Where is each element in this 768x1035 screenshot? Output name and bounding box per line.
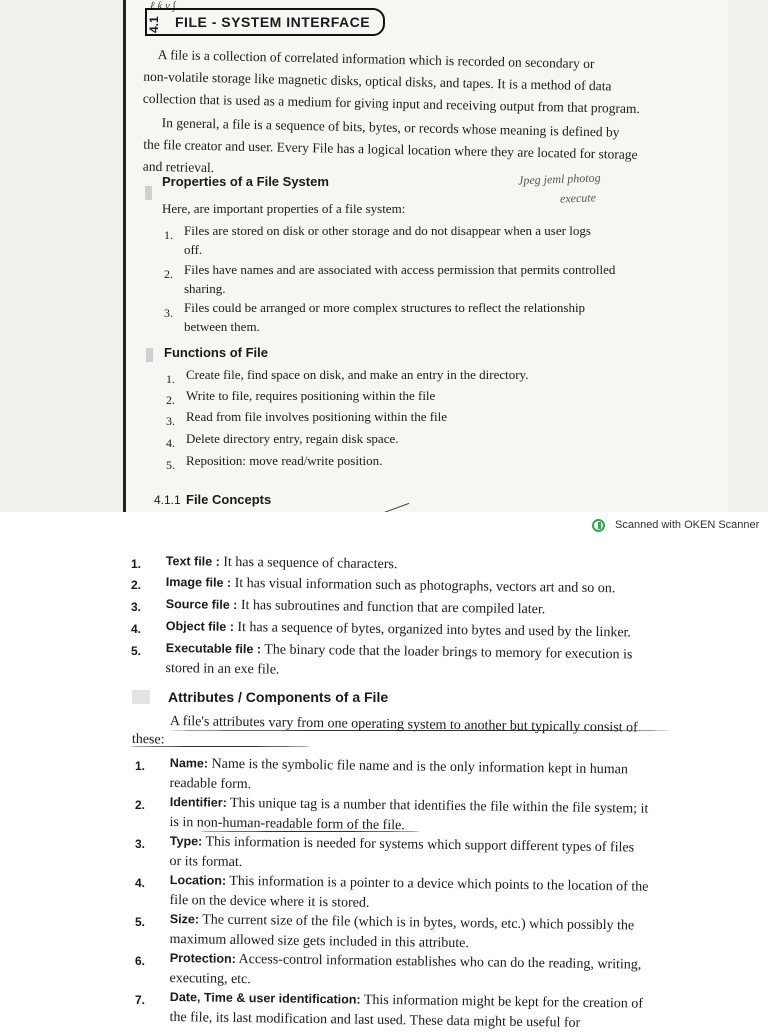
list-item: Read from file involves positioning within the file bbox=[186, 409, 448, 424]
list-text: This information is needed for systems which support different types of files bbox=[205, 834, 635, 856]
section-title: FILE - SYSTEM INTERFACE bbox=[175, 14, 371, 30]
list-item-line: off. bbox=[184, 242, 203, 257]
handwritten-note: Jpeg jeml photog bbox=[517, 170, 601, 188]
margin-scribble: ℓ ƙ v ∫ bbox=[150, 0, 176, 12]
list-text: Access-control information establishes who can do the reading, writing, bbox=[238, 951, 642, 973]
properties-heading: Properties of a File System bbox=[162, 174, 329, 189]
list-number: 3. bbox=[135, 837, 146, 851]
list-text: readable form. bbox=[169, 775, 252, 793]
list-item-line: sharing. bbox=[184, 281, 226, 296]
intro-line: A file is a collection of correlated information which is recorded on secondary or bbox=[157, 46, 595, 72]
list-item bbox=[184, 260, 615, 298]
list-term: Type: bbox=[169, 833, 203, 849]
scanner-watermark: Scanned with OKEN Scanner bbox=[615, 519, 760, 531]
list-text: It has a sequence of bytes, organized into bytes and used by the linker. bbox=[237, 619, 632, 641]
list-number: 1. bbox=[164, 228, 173, 242]
list-text: The binary code that the loader brings to memory for execution is bbox=[264, 642, 633, 663]
list-text: It has visual information such as photographs, vectors art and so on. bbox=[234, 575, 616, 597]
subsection-number: 4.1.1 bbox=[154, 493, 181, 507]
list-number: 3. bbox=[166, 414, 175, 428]
list-term: Name: bbox=[169, 755, 209, 771]
list-item-line: Files could be arranged or more complex structures to reflect the relationship bbox=[184, 300, 586, 315]
list-item: Delete directory entry, regain disk space. bbox=[186, 431, 399, 446]
list-term: Image file : bbox=[165, 574, 232, 590]
list-term: Executable file : bbox=[165, 640, 262, 657]
properties-intro: Here, are important properties of a file system: bbox=[162, 201, 406, 216]
list-text: This information is a pointer to a device which points to the location of the bbox=[229, 873, 649, 895]
list-term: Object file : bbox=[165, 618, 235, 634]
list-number: 3. bbox=[131, 600, 142, 614]
list-term: Date, Time & user identification: bbox=[169, 989, 361, 1007]
intro-line: collection that is used as a medium for giving input and receiving output from that program. bbox=[142, 90, 641, 117]
list-text: maximum allowed size gets included in this attribute. bbox=[169, 931, 470, 952]
list-text: This information might be kept for the creation of bbox=[363, 992, 644, 1012]
list-term: Source file : bbox=[165, 596, 238, 612]
list-number: 6. bbox=[135, 954, 146, 968]
list-text: This unique tag is a number that identifies the file within the file system; it bbox=[229, 795, 649, 817]
list-number: 4. bbox=[135, 876, 146, 890]
heading-marker bbox=[132, 690, 150, 704]
hand-underline bbox=[170, 730, 670, 731]
page-edge-shadow bbox=[123, 0, 126, 512]
list-number: 2. bbox=[166, 393, 175, 407]
list-text: It has subroutines and function that are compiled later. bbox=[240, 598, 546, 618]
concepts-heading: File Concepts bbox=[186, 492, 272, 507]
list-item bbox=[184, 298, 585, 336]
list-number: 5. bbox=[131, 644, 142, 658]
list-number: 5. bbox=[166, 458, 175, 472]
list-item bbox=[169, 987, 680, 1035]
list-number: 7. bbox=[135, 993, 146, 1007]
list-item: Create file, find space on disk, and make an entry in the directory. bbox=[186, 367, 529, 382]
general-line: and retrieval. bbox=[142, 158, 215, 176]
hand-underline bbox=[130, 746, 310, 747]
list-number: 5. bbox=[135, 915, 146, 929]
intro-line: non-volatile storage like magnetic disks, optical disks, and tapes. It is a method of data bbox=[143, 68, 612, 94]
functions-heading: Functions of File bbox=[164, 345, 268, 360]
list-number: 2. bbox=[131, 578, 142, 592]
list-number: 3. bbox=[164, 306, 173, 320]
section-number: 4.1 bbox=[147, 16, 161, 33]
list-text: executing, etc. bbox=[169, 970, 251, 988]
list-text: or its format. bbox=[169, 853, 243, 871]
list-item-line: Files are stored on disk or other storage and do not disappear when a user logs bbox=[184, 223, 591, 238]
list-number: 1. bbox=[131, 557, 142, 571]
list-number: 4. bbox=[131, 622, 142, 636]
heading-marker bbox=[145, 186, 152, 200]
list-term: Identifier: bbox=[169, 794, 227, 810]
scanner-logo-icon bbox=[592, 519, 605, 532]
heading-marker bbox=[146, 348, 153, 362]
list-text: stored in an exe file. bbox=[165, 660, 280, 678]
list-item: Reposition: move read/write position. bbox=[186, 453, 383, 468]
list-number: 1. bbox=[166, 372, 175, 386]
list-item-line: between them. bbox=[184, 319, 260, 334]
list-term: Size: bbox=[169, 911, 200, 927]
list-text: the file, its last modification and last used. These data might be useful for bbox=[169, 1009, 581, 1031]
list-item bbox=[165, 638, 676, 686]
general-line: In general, a file is a sequence of bits, bytes, or records whose meaning is defined by bbox=[161, 115, 620, 140]
attributes-heading: Attributes / Components of a File bbox=[168, 689, 389, 705]
list-text: The current size of the file (which is in bytes, words, etc.) which possibly the bbox=[202, 912, 635, 934]
list-number: 4. bbox=[166, 436, 175, 450]
general-line: the file creator and user. Every File has a logical location where they are located for storage bbox=[143, 136, 638, 163]
list-term: Protection: bbox=[169, 950, 236, 966]
list-text: file on the device where it is stored. bbox=[169, 892, 370, 911]
top-scanned-page bbox=[0, 0, 768, 512]
handwritten-note: execute bbox=[559, 190, 597, 206]
list-text: is in non-human-readable form of the file. bbox=[169, 814, 405, 834]
list-term: Text file : bbox=[165, 553, 220, 569]
list-item: Write to file, requires positioning within the file bbox=[186, 388, 436, 403]
attributes-intro: these: bbox=[131, 731, 165, 748]
list-number: 1. bbox=[135, 759, 146, 773]
bottom-scanned-page bbox=[0, 540, 768, 1031]
list-number: 2. bbox=[135, 798, 146, 812]
list-text: Name is the symbolic file name and is the only information kept in human bbox=[211, 756, 629, 778]
intro-paragraph bbox=[142, 44, 641, 120]
list-text: It has a sequence of characters. bbox=[223, 554, 398, 573]
list-item bbox=[184, 221, 591, 259]
list-term: Location: bbox=[169, 872, 227, 888]
list-item-line: Files have names and are associated with access permission that permits controlled bbox=[184, 262, 616, 277]
list-number: 2. bbox=[164, 267, 173, 281]
attributes-intro: A file's attributes vary from one operating system to another but typically consist of bbox=[169, 713, 638, 736]
